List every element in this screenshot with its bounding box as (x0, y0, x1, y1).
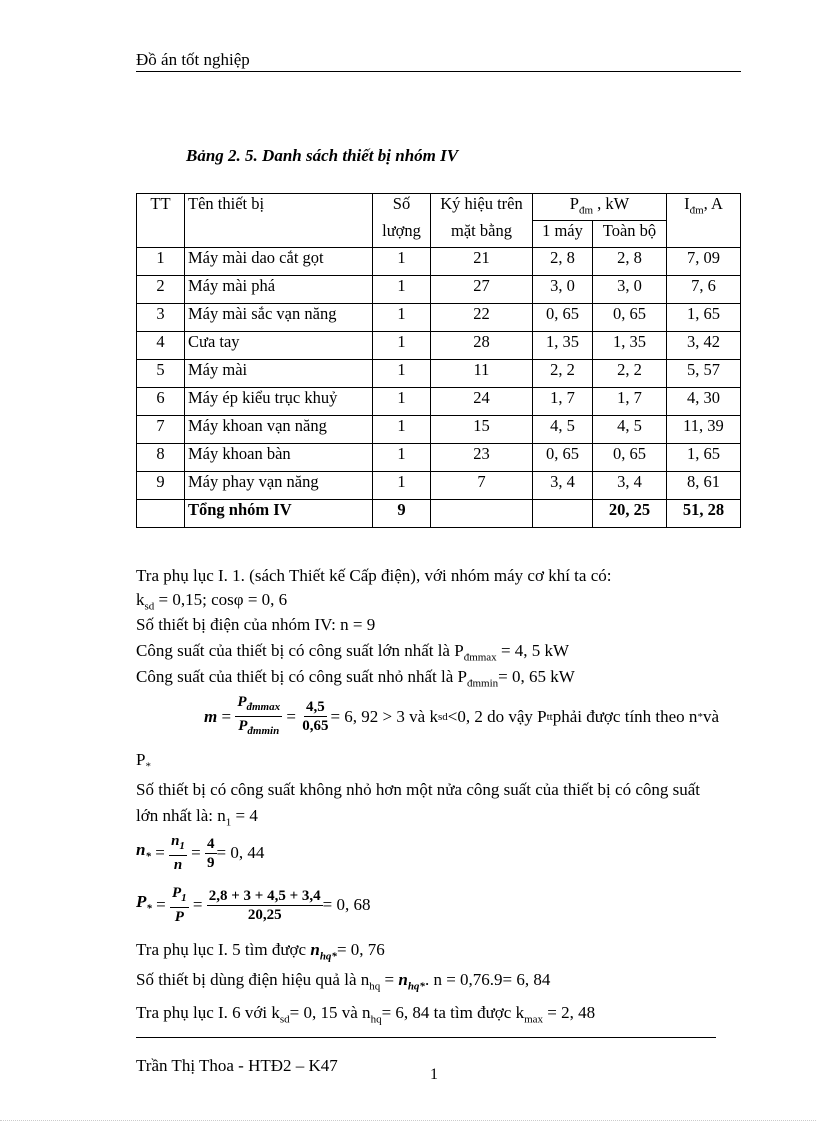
formula-m: m = $\frac{P_{đmmax}}{P_{đmmin}}$ = $\frac{4,5}{0,65}$ = 6, 92 > 3 và k sd <0, 2 do vậy P tt phải được tính theo n * và (204, 694, 719, 737)
text-line: Số thiết bị điện của nhóm IV: n = 9 (136, 615, 376, 634)
table-row (137, 360, 741, 388)
text-line: Công suất của thiết bị có công suất lớn nhất là $P_{đmmax} = 4$, 5 kW (136, 641, 570, 664)
cell-qty: 1 (373, 416, 431, 444)
text-line: Tra phụ lục I. 1. (sách Thiết kế Cấp điện), với nhóm máy cơ khí ta có: (136, 566, 612, 585)
cell-name: Máy phay vạn năng (185, 472, 373, 500)
text-line: $k_{sd} = 0,15$; cosφ = 0, 6 (136, 590, 288, 613)
cell-tt: 1 (137, 248, 185, 276)
cell-current: 3, 42 (667, 332, 741, 360)
table-row (137, 248, 741, 276)
cell-name: Máy ép kiểu trục khuỷ (185, 388, 373, 416)
header-symbol: Ký hiệu trên mặt bằng (431, 194, 533, 248)
header-name: Tên thiết bị (185, 194, 373, 248)
cell-current: 8, 61 (667, 472, 741, 500)
cell-tt: 4 (137, 332, 185, 360)
text-line: Tra phụ lục I. 5 tìm được $n_{hq*}= 0$, 76 (136, 940, 385, 963)
cell-qty: 1 (373, 332, 431, 360)
cell-name: Máy khoan bàn (185, 444, 373, 472)
cell-power-one: 1, 7 (533, 388, 593, 416)
footer-author: Trần Thị Thoa - HTĐ2 – K47 (136, 1056, 338, 1075)
header-tt: TT (137, 194, 185, 248)
cell-name: Cưa tay (185, 332, 373, 360)
text-line: Tra phụ lục I. 6 với $k_{sd}= 0$, 15 và $n_{hq}= 6$, 84 ta tìm được $k_{max} = 2$, 48 (136, 1003, 596, 1026)
page-number: 1 (430, 1066, 438, 1083)
cell-power-one: 2, 8 (533, 248, 593, 276)
footer-divider (136, 1037, 716, 1038)
cell-current: 7, 09 (667, 248, 741, 276)
cell-tt: 8 (137, 444, 185, 472)
text-line: Số thiết bị dùng điện hiệu quả là $n_{hq} = n_{hq*}$. n = 0,76.9= 6, 84 (136, 970, 551, 993)
page-edge (0, 1120, 816, 1121)
cell-tt: 9 (137, 472, 185, 500)
total-qty: 9 (373, 500, 431, 528)
table-row (137, 388, 741, 416)
cell-current: 1, 65 (667, 304, 741, 332)
text-line: Số thiết bị có công suất không nhỏ hơn một nửa công suất của thiết bị có công suất (136, 780, 700, 799)
header-power: $P_{đm}$ , kW (533, 194, 667, 221)
text-line: $P_*$ (136, 750, 151, 773)
cell-tt: 5 (137, 360, 185, 388)
table-row (137, 332, 741, 360)
cell-qty: 1 (373, 388, 431, 416)
cell-symbol: 23 (431, 444, 533, 472)
cell-name: Máy mài dao cắt gọt (185, 248, 373, 276)
cell-symbol: 21 (431, 248, 533, 276)
cell-power-one: 2, 2 (533, 360, 593, 388)
cell-qty: 1 (373, 360, 431, 388)
cell-symbol: 22 (431, 304, 533, 332)
cell-tt: 6 (137, 388, 185, 416)
cell-power-all: 1, 35 (593, 332, 667, 360)
cell-power-all: 0, 65 (593, 304, 667, 332)
cell-tt: 3 (137, 304, 185, 332)
cell-qty: 1 (373, 276, 431, 304)
cell-symbol: 24 (431, 388, 533, 416)
equipment-table (136, 193, 741, 528)
header-current: $I_{đm}$, A (667, 194, 741, 248)
total-current: 51, 28 (667, 500, 741, 528)
cell-name: Máy mài phá (185, 276, 373, 304)
cell-symbol: 11 (431, 360, 533, 388)
cell-qty: 1 (373, 248, 431, 276)
total-label: Tổng nhóm IV (185, 500, 373, 528)
header-power-one: 1 máy (533, 221, 593, 248)
page-header: Đồ án tốt nghiệp (136, 50, 250, 69)
cell-power-one: 4, 5 (533, 416, 593, 444)
cell-symbol: 7 (431, 472, 533, 500)
table-caption: Bảng 2. 5. Danh sách thiết bị nhóm IV (186, 146, 459, 165)
table-row (137, 416, 741, 444)
table-row (137, 304, 741, 332)
formula-p: $P_*$ = $\frac{P_1}{P}$ = $\frac{2,8 + 3 + 4,5 + 3,4}{20,25}$ = 0, 68 (136, 885, 371, 925)
cell-current: 7, 6 (667, 276, 741, 304)
cell-power-all: 3, 4 (593, 472, 667, 500)
total-row (137, 500, 741, 528)
cell-power-one: 3, 4 (533, 472, 593, 500)
cell-power-all: 3, 0 (593, 276, 667, 304)
cell-power-all: 0, 65 (593, 444, 667, 472)
cell-name: Máy khoan vạn năng (185, 416, 373, 444)
cell-name: Máy mài (185, 360, 373, 388)
cell-tt: 7 (137, 416, 185, 444)
text-line: lớn nhất là: $n_1 = 4$ (136, 806, 258, 829)
cell-power-one: 0, 65 (533, 304, 593, 332)
cell-qty: 1 (373, 304, 431, 332)
total-power: 20, 25 (593, 500, 667, 528)
cell-power-all: 1, 7 (593, 388, 667, 416)
cell-name: Máy mài sắc vạn năng (185, 304, 373, 332)
cell-tt: 2 (137, 276, 185, 304)
cell-power-one: 1, 35 (533, 332, 593, 360)
table-row (137, 444, 741, 472)
formula-n: $n_*$ = $\frac{n_1}{n}$ = $\frac{4}{9}$ = 0, 44 (136, 833, 265, 873)
cell-current: 5, 57 (667, 360, 741, 388)
cell-power-all: 4, 5 (593, 416, 667, 444)
cell-qty: 1 (373, 472, 431, 500)
header-qty: Số lượng (373, 194, 431, 248)
cell-qty: 1 (373, 444, 431, 472)
table-row (137, 472, 741, 500)
cell-symbol: 28 (431, 332, 533, 360)
table-row (137, 276, 741, 304)
cell-symbol: 15 (431, 416, 533, 444)
cell-current: 4, 30 (667, 388, 741, 416)
cell-power-all: 2, 8 (593, 248, 667, 276)
cell-current: 1, 65 (667, 444, 741, 472)
cell-current: 11, 39 (667, 416, 741, 444)
text-line: Công suất của thiết bị có công suất nhỏ nhất là $P_{đmmin}= 0$, 65 kW (136, 667, 575, 690)
header-divider (136, 71, 741, 72)
cell-power-all: 2, 2 (593, 360, 667, 388)
cell-power-one: 3, 0 (533, 276, 593, 304)
cell-power-one: 0, 65 (533, 444, 593, 472)
cell-symbol: 27 (431, 276, 533, 304)
header-power-all: Toàn bộ (593, 221, 667, 248)
